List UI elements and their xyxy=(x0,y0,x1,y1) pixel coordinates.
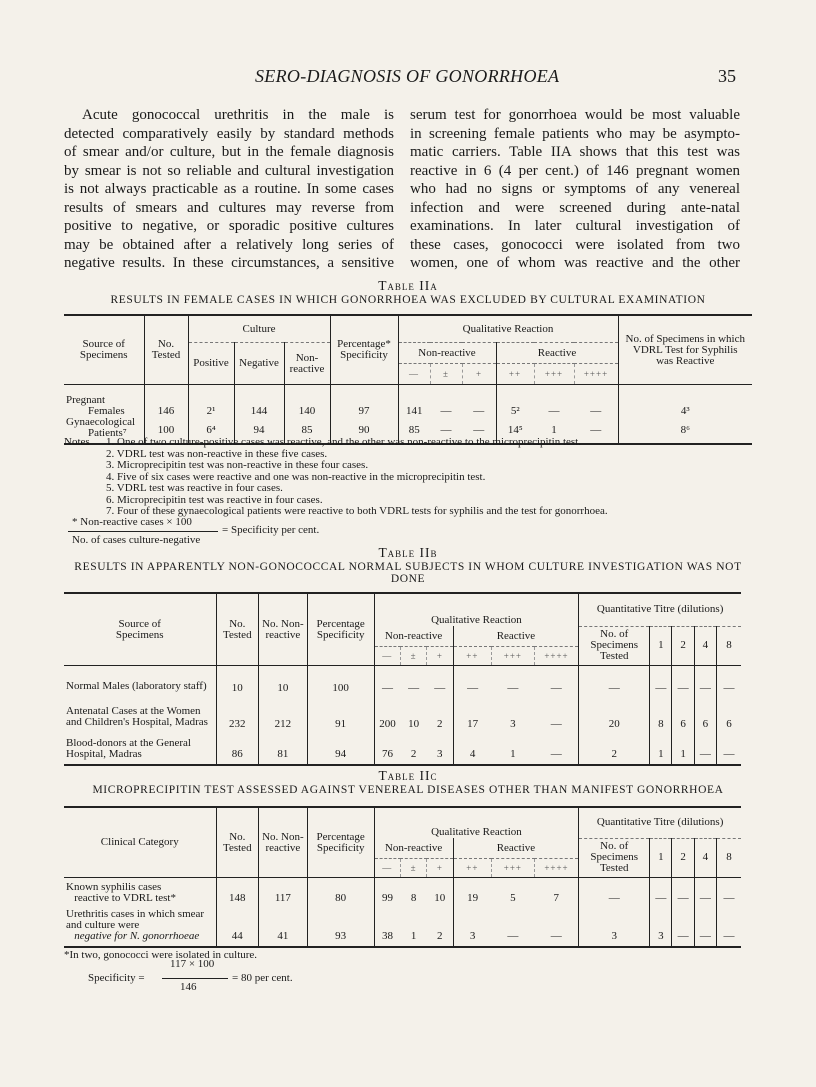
cell: — xyxy=(672,878,694,905)
cell: 76 xyxy=(374,730,400,765)
cell: 5² xyxy=(496,385,534,418)
specificity-denominator: 146 xyxy=(180,981,197,993)
cell: 99 xyxy=(374,878,400,905)
col-header-qualitative: Qualitative Reaction xyxy=(398,315,618,343)
text-line: positive to negative, or sporadic positive cultures xyxy=(64,218,394,234)
sym-neg: — xyxy=(374,647,400,666)
cell: 2 xyxy=(436,930,443,942)
cell: 1 xyxy=(410,930,417,942)
col-header-quantitative: Quantitative Titre (dilutions) xyxy=(579,807,741,838)
cell: 3 xyxy=(436,748,443,760)
table-2a-label: Table IIa xyxy=(378,278,438,293)
cell: — xyxy=(440,405,452,417)
cell: — xyxy=(694,666,716,695)
cell: 6⁴ xyxy=(188,417,234,444)
cell: — xyxy=(374,666,400,695)
specificity-result: = 80 per cent. xyxy=(232,972,293,984)
cell: — xyxy=(694,730,716,765)
cell: 6 xyxy=(672,694,694,730)
row-source: Normal Males (laboratory staff) xyxy=(66,680,207,692)
cell: 10 xyxy=(259,666,308,695)
cell: 93 xyxy=(307,904,374,947)
sym-neg: — xyxy=(398,364,430,385)
col-header-non-reactive: No. Non- reactive xyxy=(259,807,308,878)
text-line: who had no signs or symptoms of any venereal xyxy=(410,181,740,197)
note: 5. VDRL test was reactive in four cases. xyxy=(106,482,283,494)
cell: — xyxy=(453,666,492,695)
col-header-negative: Negative xyxy=(234,343,284,385)
body-column-right xyxy=(410,106,740,273)
cell: 2 xyxy=(410,748,417,760)
cell: 3 xyxy=(650,904,672,947)
col-header-d8: 8 xyxy=(717,626,741,666)
body-column-left xyxy=(64,106,394,273)
cell: 10 xyxy=(408,718,420,730)
cell: 90 xyxy=(330,417,398,444)
cell: 85 xyxy=(284,417,330,444)
cell: 17 xyxy=(453,694,492,730)
table-row-label xyxy=(64,878,216,905)
formula-numerator: * Non-reactive cases × 100 xyxy=(72,516,192,528)
cell: — xyxy=(650,878,672,905)
text-line: Acute gonococcal urethritis in the male is xyxy=(82,107,394,123)
sym-p4: ++++ xyxy=(534,859,579,878)
text-line: women, one of whom was reactive and the other xyxy=(410,255,740,271)
note: 7. Four of these gynaecological patients were reactive to both VDRL tests for syphilis and the test for gonorrhoea. xyxy=(106,505,608,517)
cell: — xyxy=(408,682,420,694)
col-header-positive: Positive xyxy=(188,343,234,385)
cell: 94 xyxy=(307,730,374,765)
sym-p4: ++++ xyxy=(574,364,618,385)
row-source: Pregnant xyxy=(66,394,106,406)
page-number: 35 xyxy=(718,66,736,86)
cell: 81 xyxy=(259,730,308,765)
formula-result: = Specificity per cent. xyxy=(222,524,320,536)
text-line: reactive in 6 (4 per cent.) of 146 pregnant women xyxy=(410,162,740,179)
text-line: examinations. In later cultural investigation of xyxy=(410,218,740,234)
sym-p2: ++ xyxy=(496,364,534,385)
cell: — xyxy=(590,405,602,417)
sym-pm: ± xyxy=(400,859,426,878)
col-header-specimens: No. of Specimens Tested xyxy=(579,626,650,666)
running-title: SERO-DIAGNOSIS OF GONORRHOEA xyxy=(255,66,560,86)
col-header-reactive-group: Reactive xyxy=(496,343,618,364)
sym-neg: — xyxy=(374,859,400,878)
table-2b-label: Table IIb xyxy=(378,545,438,560)
cell: — xyxy=(694,904,716,947)
table-2b-subtitle: RESULTS IN APPARENTLY NON-GONOCOCCAL NORMAL SUBJECTS IN WHOM CULTURE INVESTIGATION WAS NOT DONE xyxy=(74,561,742,585)
text-line: may be obtained after a relatively long series of xyxy=(64,236,394,253)
text-line: in screening female patients who may be asympto- xyxy=(410,125,740,142)
cell: 212 xyxy=(259,694,308,730)
col-header-category: Clinical Category xyxy=(64,807,216,878)
sym-pm: ± xyxy=(430,364,462,385)
cell: — xyxy=(550,930,562,942)
row-source: Blood-donors at the General Hospital, Madras xyxy=(66,737,191,760)
col-header-non-reactive: Non- reactive xyxy=(284,343,330,385)
cell: — xyxy=(550,682,562,694)
sym-p4: ++++ xyxy=(534,647,579,666)
col-header-source: Source of Specimens xyxy=(64,315,144,385)
cell: — xyxy=(507,930,519,942)
cell: 86 xyxy=(216,730,259,765)
cell: 19 xyxy=(453,878,492,905)
cell: 20 xyxy=(579,694,650,730)
cell: — xyxy=(440,423,452,436)
col-header-reactive-group: Reactive xyxy=(453,626,579,647)
col-header-percentage: Percentage Specificity xyxy=(307,593,374,666)
specificity-numerator: 117 × 100 xyxy=(170,958,215,970)
note: 2. VDRL test was non-reactive in these five cases. xyxy=(106,447,328,460)
col-header-non-reactive-group: Non-reactive xyxy=(374,838,453,859)
col-header-d2: 2 xyxy=(672,626,694,666)
cell: 3 xyxy=(510,718,516,730)
cell: 94 xyxy=(234,417,284,444)
cell: 6 xyxy=(694,694,716,730)
cell: — xyxy=(550,718,562,730)
col-header-non-reactive-group: Non-reactive xyxy=(374,626,453,647)
text-line: detected comparatively easily by standard methods xyxy=(64,125,394,142)
col-header-percentage: Percentage Specificity xyxy=(307,807,374,878)
cell: 8 xyxy=(410,892,417,904)
table-2a-subtitle: RESULTS IN FEMALE CASES IN WHICH GONORRHOEA WAS EXCLUDED BY CULTURAL EXAMINATION xyxy=(110,294,706,306)
col-header-quantitative: Quantitative Titre (dilutions) xyxy=(579,593,741,626)
cell: 6 xyxy=(717,694,741,730)
cell: 4 xyxy=(453,730,492,765)
col-header-specimens: No. of Specimens Tested xyxy=(579,838,650,878)
col-header-qualitative: Qualitative Reaction xyxy=(374,807,579,838)
note: 1. One of two culture-positive cases was reactive, and the other was non-reactive to the microprecipitin test. xyxy=(106,436,581,448)
cell: 100 xyxy=(144,417,188,444)
cell: 2 xyxy=(579,730,650,765)
cell: 100 xyxy=(307,666,374,695)
table-2c-subtitle: MICROPRECIPITIN TEST ASSESSED AGAINST VENEREAL DISEASES OTHER THAN MANIFEST GONORRHOEA xyxy=(92,784,724,796)
cell: 117 xyxy=(259,878,308,905)
cell: 8⁶ xyxy=(618,417,752,444)
specificity-label: Specificity = xyxy=(88,972,145,984)
col-header-qualitative: Qualitative Reaction xyxy=(374,593,579,626)
col-header-d8: 8 xyxy=(717,838,741,878)
text-line: these cases, gonococci were isolated from two xyxy=(410,236,740,253)
note: 6. Microprecipitin test was reactive in four cases. xyxy=(106,493,323,506)
cell: 44 xyxy=(216,904,259,947)
cell: 8 xyxy=(650,694,672,730)
sym-plus: + xyxy=(427,859,453,878)
col-header-non-reactive: No. Non- reactive xyxy=(259,593,308,666)
cell: 91 xyxy=(307,694,374,730)
cell: — xyxy=(672,904,694,947)
cell: 2 xyxy=(436,718,443,730)
text-line: of smear and/or culture, but in the female diagnosis xyxy=(64,144,394,160)
text-line: by smear is not so reliable and cultural investigation xyxy=(64,162,394,179)
notes-label: Notes xyxy=(64,436,90,448)
cell: — xyxy=(579,666,650,695)
text-line: negative results. In these circumstances, a sensitive xyxy=(64,255,394,271)
sym-pm: ± xyxy=(400,647,426,666)
sym-plus: + xyxy=(462,364,496,385)
table-2c-footnote: *In two, gonococci were isolated in culture. xyxy=(64,949,258,961)
fraction-line xyxy=(162,978,228,979)
table-2c xyxy=(64,806,741,948)
sym-p3: +++ xyxy=(492,859,535,878)
cell: — xyxy=(550,748,562,760)
cell: 10 xyxy=(434,892,446,904)
cell: 10 xyxy=(216,666,259,695)
table-row-label xyxy=(64,385,144,418)
cell: — xyxy=(473,423,485,436)
row-category: negative for N. gonorrhoeae xyxy=(74,930,200,942)
table-2b xyxy=(64,592,741,766)
cell: 232 xyxy=(216,694,259,730)
running-header xyxy=(0,66,816,88)
row-source: Gynaecological xyxy=(66,416,136,428)
cell: — xyxy=(650,666,672,695)
formula-denominator: No. of cases culture-negative xyxy=(72,534,201,546)
row-source: Antenatal Cases at the Women and Children's Hospital, Madras xyxy=(66,705,208,728)
cell: — xyxy=(672,666,694,695)
cell: 144 xyxy=(234,385,284,418)
col-header-d4: 4 xyxy=(694,838,716,878)
text-line: matic carriers. Table IIA shows that this test was xyxy=(410,144,740,160)
note: 3. Microprecipitin test was non-reactive in these four cases. xyxy=(106,459,369,471)
cell: — xyxy=(717,904,741,947)
sym-p3: +++ xyxy=(534,364,574,385)
cell: — xyxy=(507,682,519,694)
cell: 3 xyxy=(453,904,492,947)
sym-p2: ++ xyxy=(453,859,492,878)
cell: 146 xyxy=(144,385,188,418)
note: 4. Five of six cases were reactive and one was non-reactive in the microprecipitin test. xyxy=(106,470,486,483)
cell: — xyxy=(694,878,716,905)
col-header-source: Source of Specimens xyxy=(64,593,216,666)
cell: 3 xyxy=(579,904,650,947)
sym-p3: +++ xyxy=(492,647,535,666)
cell: 2¹ xyxy=(188,385,234,418)
cell: 1 xyxy=(672,730,694,765)
cell: 1 xyxy=(510,748,516,760)
row-category: Known syphilis cases xyxy=(66,881,162,893)
cell: — xyxy=(473,405,485,417)
col-header-d4: 4 xyxy=(694,626,716,666)
col-header-d1: 1 xyxy=(650,838,672,878)
col-header-culture: Culture xyxy=(188,315,330,343)
cell: 85 xyxy=(398,417,430,444)
col-header-percentage: Percentage* Specificity xyxy=(330,315,398,385)
text-line: results of smears and cultures may reverse from xyxy=(64,199,394,216)
table-2a xyxy=(64,314,752,445)
cell: 4³ xyxy=(618,385,752,418)
cell: 14⁵ xyxy=(496,417,534,444)
row-source: Patients⁷ xyxy=(88,427,127,439)
col-header-tested: No. Tested xyxy=(216,593,259,666)
col-header-tested: No. Tested xyxy=(144,315,188,385)
cell: 41 xyxy=(259,904,308,947)
cell: 148 xyxy=(216,878,259,905)
col-header-d1: 1 xyxy=(650,626,672,666)
text-line: is not always practicable as a routine. In some cases xyxy=(64,181,394,197)
row-source: Females xyxy=(88,405,125,417)
row-category: Urethritis cases in which smear and culture were xyxy=(66,908,205,931)
cell: 97 xyxy=(330,385,398,418)
cell: 80 xyxy=(307,878,374,905)
col-header-vdrl: No. of Specimens in which VDRL Test for Syphilis was Reactive xyxy=(618,315,752,385)
cell: 1 xyxy=(650,730,672,765)
cell: — xyxy=(548,405,560,417)
table-2c-label: Table IIc xyxy=(378,768,438,783)
cell: — xyxy=(590,423,602,436)
text-line: serum test for gonorrhoea would be most valuable xyxy=(410,107,740,123)
cell: — xyxy=(717,878,741,905)
col-header-reactive-group: Reactive xyxy=(453,838,579,859)
cell: — xyxy=(717,730,741,765)
cell: 7 xyxy=(553,892,559,904)
cell: 141 xyxy=(398,385,430,418)
cell: 38 xyxy=(374,904,400,947)
text-line: infection and were screened during ante-natal xyxy=(410,199,740,216)
cell: 140 xyxy=(284,385,330,418)
cell: — xyxy=(717,666,741,695)
cell: — xyxy=(434,682,446,694)
cell: — xyxy=(579,878,650,905)
cell: 200 xyxy=(374,694,400,730)
sym-p2: ++ xyxy=(453,647,492,666)
sym-plus: + xyxy=(427,647,453,666)
cell: 5 xyxy=(510,892,516,904)
table-row-label xyxy=(64,904,216,947)
row-category: reactive to VDRL test* xyxy=(74,892,176,904)
cell: 1 xyxy=(551,423,557,436)
col-header-d2: 2 xyxy=(672,838,694,878)
fraction-line xyxy=(68,531,218,532)
col-header-tested: No. Tested xyxy=(216,807,259,878)
col-header-non-reactive-group: Non-reactive xyxy=(398,343,496,364)
